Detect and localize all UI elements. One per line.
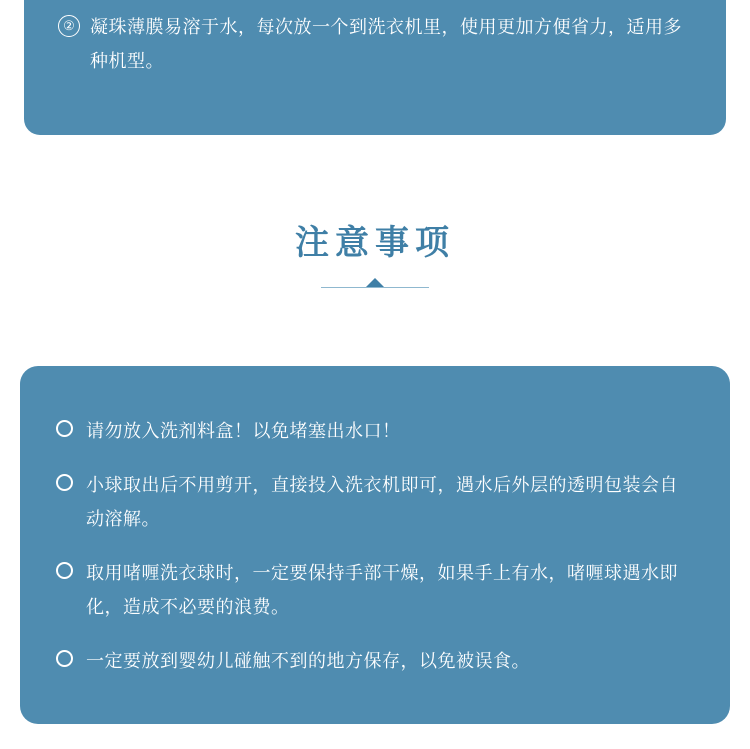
list-item-text: 取用啫喱洗衣球时，一定要保持手部干燥，如果手上有水，啫喱球遇水即化，造成不必要的浪费。 (86, 563, 678, 617)
section-heading (0, 215, 750, 292)
list-item (56, 556, 692, 624)
list-item-text: 凝珠薄膜易溶于水，每次放一个到洗衣机里，使用更加方便省力，适用多种机型。 (90, 17, 682, 71)
list-item-text: 请勿放入洗剂料盒！以免堵塞出水口！ (86, 421, 401, 441)
page-title: 注意事项 (295, 224, 455, 262)
cautions-panel (20, 366, 730, 724)
list-item (56, 644, 692, 678)
divider-line (321, 287, 429, 288)
list-item-text: 一定要放到婴幼儿碰触不到的地方保存，以免被误食。 (86, 651, 530, 671)
usage-instructions-panel (24, 0, 726, 135)
circle-bullet-icon (56, 474, 73, 491)
numbered-marker-icon: ② (58, 15, 80, 37)
list-item (56, 414, 692, 448)
triangle-icon (366, 278, 384, 287)
list-item (58, 10, 692, 78)
circle-bullet-icon (56, 420, 73, 437)
heading-decoration (0, 278, 750, 292)
circle-bullet-icon (56, 562, 73, 579)
list-item-text: 小球取出后不用剪开，直接投入洗衣机即可，遇水后外层的透明包装会自动溶解。 (86, 475, 678, 529)
list-item (56, 468, 692, 536)
circle-bullet-icon (56, 650, 73, 667)
